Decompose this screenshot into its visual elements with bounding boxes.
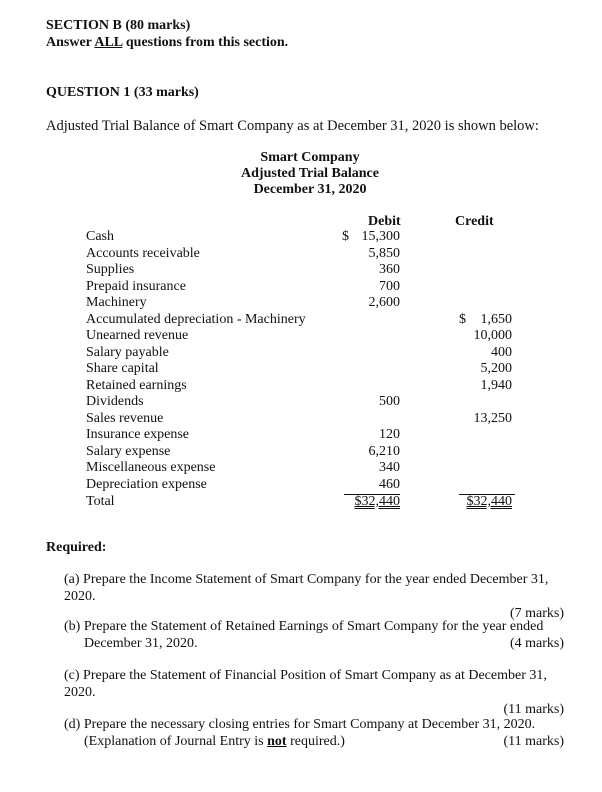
item-d-line2-pre: (Explanation of Journal Entry is xyxy=(84,734,268,749)
item-c-text: (c) Prepare the Statement of Financial Position of Smart Company as at December 31, 2020. xyxy=(64,668,547,700)
tb-row-debit: 120 xyxy=(379,427,400,442)
tb-row xyxy=(86,361,526,378)
required-item-d xyxy=(64,716,564,750)
item-d-text: (d) Prepare the necessary closing entries for Smart Company at December 31, 2020. xyxy=(64,717,536,732)
tb-row-label: Prepaid insurance xyxy=(86,278,186,294)
required-item-c xyxy=(64,667,564,718)
tb-row xyxy=(86,378,526,395)
tb-row xyxy=(86,328,526,345)
tb-row-debit: 360 xyxy=(379,262,400,277)
item-b-marks: (4 marks) xyxy=(509,636,564,651)
instruction-emph: ALL xyxy=(94,35,123,50)
instruction-pre: Answer xyxy=(46,35,95,50)
tb-row-credit: 10,000 xyxy=(473,328,512,343)
tb-row-label: Salary payable xyxy=(86,344,169,360)
required-heading: Required: xyxy=(46,540,107,555)
tb-company: Smart Company xyxy=(260,150,360,165)
tb-row-credit-sign: $ xyxy=(459,311,466,327)
tb-total-debit: $32,440 xyxy=(354,494,400,509)
question-intro: Adjusted Trial Balance of Smart Company as at December 31, 2020 is shown below: xyxy=(46,118,539,134)
section-instruction xyxy=(46,35,288,51)
tb-row xyxy=(86,460,526,477)
item-a-text: (a) Prepare the Income Statement of Smart Company for the year ended December 31, 2020. xyxy=(64,572,549,604)
tb-row-label: Depreciation expense xyxy=(86,476,207,492)
item-a-marks: (7 marks) xyxy=(509,606,564,621)
question-title: QUESTION 1 (33 marks) xyxy=(46,85,199,100)
tb-row-credit: 5,200 xyxy=(480,361,512,376)
tb-row-label: Share capital xyxy=(86,361,159,376)
credit-header: Credit xyxy=(455,214,494,229)
tb-date: December 31, 2020 xyxy=(253,182,367,197)
tb-row xyxy=(86,229,526,246)
tb-row-credit: 1,940 xyxy=(480,377,512,393)
tb-row xyxy=(86,444,526,461)
tb-row-debit: 15,300 xyxy=(361,229,400,244)
item-b-text-line2: December 31, 2020. xyxy=(84,636,198,651)
tb-row-label: Machinery xyxy=(86,295,147,310)
tb-heading: Adjusted Trial Balance xyxy=(241,166,379,181)
tb-row xyxy=(86,477,526,494)
tb-row-debit: 460 xyxy=(379,476,400,492)
tb-row-label: Salary expense xyxy=(86,443,171,459)
tb-total-credit: $32,440 xyxy=(466,494,512,509)
tb-row xyxy=(86,262,526,279)
tb-row-debit: 5,850 xyxy=(368,245,400,261)
tb-row-label: Retained earnings xyxy=(86,377,187,393)
required-item-b xyxy=(64,618,564,652)
tb-row xyxy=(86,427,526,444)
tb-row-debit-sign: $ xyxy=(342,229,349,244)
tb-row-debit: 2,600 xyxy=(368,295,400,310)
tb-row-label: Accumulated depreciation - Machinery xyxy=(86,311,306,327)
tb-row-debit: 700 xyxy=(379,278,400,294)
section-title: SECTION B (80 marks) xyxy=(46,18,191,33)
tb-total-row xyxy=(86,494,526,511)
tb-row-label: Accounts receivable xyxy=(86,245,200,261)
tb-row xyxy=(86,295,526,312)
item-d-line2-emph: not xyxy=(267,734,287,749)
item-c-marks: (11 marks) xyxy=(503,702,564,717)
debit-header: Debit xyxy=(368,214,401,229)
tb-row xyxy=(86,394,526,411)
required-item-a xyxy=(64,571,564,622)
tb-row xyxy=(86,279,526,296)
trial-balance-table xyxy=(86,229,526,511)
tb-row-debit: 340 xyxy=(379,460,400,475)
item-d-text-line2 xyxy=(64,734,345,749)
tb-row-label: Unearned revenue xyxy=(86,328,189,343)
tb-row xyxy=(86,345,526,362)
item-d-line2-post: required.) xyxy=(286,734,345,749)
tb-row-credit: 13,250 xyxy=(473,410,512,426)
item-b-text: (b) Prepare the Statement of Retained Earnings of Smart Company for the year ended xyxy=(64,619,544,634)
tb-total-label: Total xyxy=(86,494,115,509)
tb-row-label: Dividends xyxy=(86,394,144,409)
tb-row-credit: 400 xyxy=(491,344,512,360)
instruction-post: questions from this section. xyxy=(122,35,289,50)
tb-row-label: Supplies xyxy=(86,262,135,277)
tb-row-label: Insurance expense xyxy=(86,427,190,442)
tb-row-debit: 6,210 xyxy=(368,443,400,459)
tb-row xyxy=(86,246,526,263)
item-d-marks: (11 marks) xyxy=(503,734,564,749)
tb-row-label: Cash xyxy=(86,229,114,244)
tb-row-label: Miscellaneous expense xyxy=(86,460,216,475)
tb-row-credit: 1,650 xyxy=(480,311,512,327)
tb-row xyxy=(86,411,526,428)
tb-row-debit: 500 xyxy=(379,394,400,409)
tb-row xyxy=(86,312,526,329)
tb-row-label: Sales revenue xyxy=(86,410,164,426)
